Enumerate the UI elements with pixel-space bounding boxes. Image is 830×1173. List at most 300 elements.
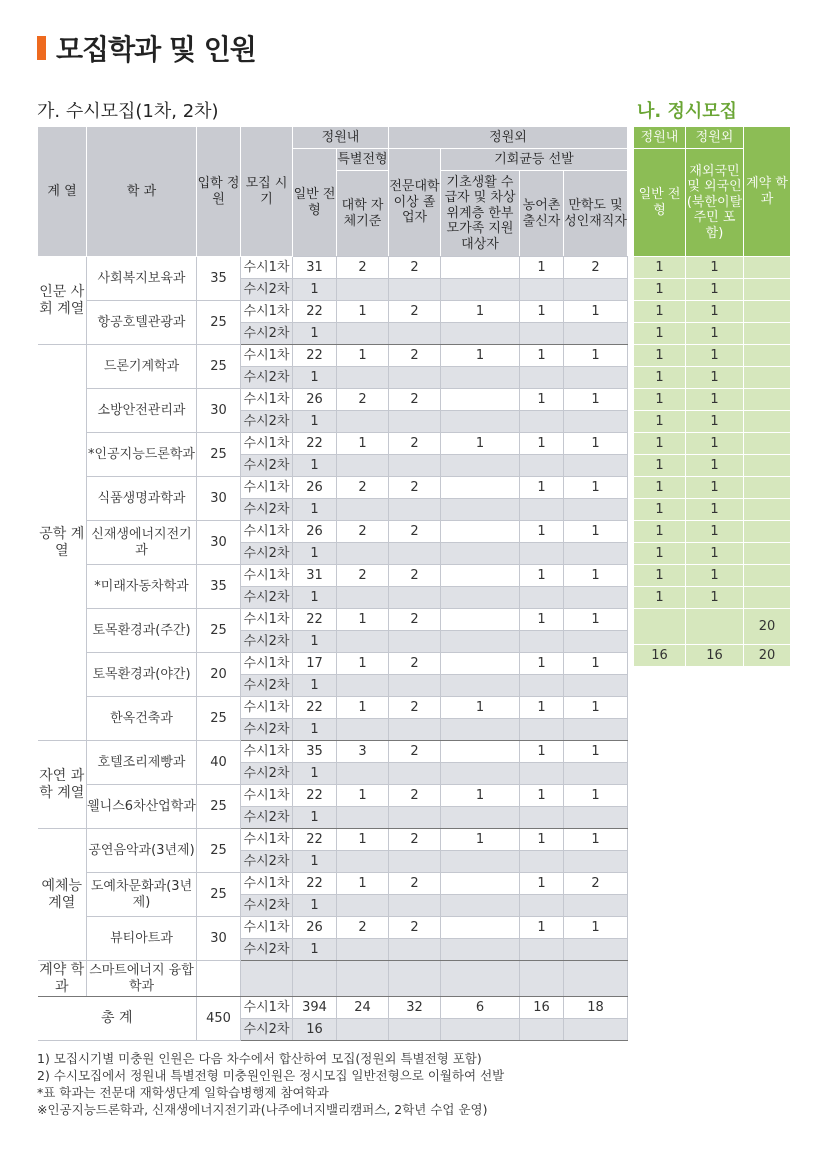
b-value-cell: 1 — [686, 301, 744, 323]
b-value-cell — [744, 565, 791, 587]
footnote: 1) 모집시기별 미충원 인원은 다음 차수에서 합산하여 모집(정원외 특별전형 포함) — [37, 1051, 482, 1066]
value-cell: 1 — [293, 719, 337, 741]
capacity-cell: 35 — [197, 257, 241, 301]
value-cell: 2 — [389, 565, 441, 587]
b-total-value: 20 — [744, 645, 791, 667]
value-cell: 1 — [293, 851, 337, 873]
value-cell — [564, 961, 628, 997]
header-balanced: 기회균등 선발 — [441, 149, 628, 171]
value-cell: 1 — [337, 653, 389, 675]
footnotes — [37, 1050, 504, 1118]
table-row — [38, 301, 628, 323]
value-cell: 1 — [520, 653, 564, 675]
round-label: 수시2차 — [241, 763, 293, 785]
value-cell: 1 — [337, 433, 389, 455]
value-cell: 2 — [389, 345, 441, 367]
b-value-cell — [744, 367, 791, 389]
capacity-cell: 25 — [197, 785, 241, 829]
value-cell — [564, 587, 628, 609]
round-label: 수시1차 — [241, 477, 293, 499]
value-cell: 2 — [389, 477, 441, 499]
value-cell — [441, 653, 520, 675]
value-cell — [564, 367, 628, 389]
b-value-cell: 1 — [686, 367, 744, 389]
value-cell: 31 — [293, 257, 337, 279]
header-farm: 농어촌 출신자 — [520, 171, 564, 257]
round-label: 수시2차 — [241, 499, 293, 521]
value-cell: 2 — [389, 389, 441, 411]
b-header-general: 일반 전형 — [634, 149, 686, 257]
value-cell: 1 — [520, 609, 564, 631]
footnote: *표 학과는 전문대 재학생단계 일학습병행제 참여학과 — [37, 1085, 329, 1100]
value-cell — [337, 807, 389, 829]
b-value-cell — [744, 587, 791, 609]
value-cell — [441, 565, 520, 587]
value-cell: 1 — [337, 873, 389, 895]
dept-name: 신재생에너지전기과 — [87, 521, 197, 565]
value-cell: 22 — [293, 873, 337, 895]
b-value-cell: 1 — [686, 455, 744, 477]
value-cell — [564, 411, 628, 433]
capacity-cell: 25 — [197, 345, 241, 389]
b-header-inner: 정원내 — [634, 127, 686, 149]
round-label: 수시1차 — [241, 741, 293, 763]
value-cell: 1 — [564, 301, 628, 323]
value-cell — [564, 499, 628, 521]
value-cell — [337, 499, 389, 521]
value-cell — [520, 411, 564, 433]
value-cell: 2 — [389, 917, 441, 939]
value-cell — [389, 455, 441, 477]
header-special: 특별전형 — [337, 149, 389, 171]
dept-name: 토목환경과(야간) — [87, 653, 197, 697]
value-cell: 1 — [293, 895, 337, 917]
value-cell: 1 — [441, 829, 520, 851]
round-label: 수시2차 — [241, 367, 293, 389]
value-cell: 2 — [389, 609, 441, 631]
table-row — [38, 521, 628, 543]
value-cell: 1 — [564, 345, 628, 367]
total-capacity: 450 — [197, 997, 241, 1041]
capacity-cell: 30 — [197, 389, 241, 433]
b-total-value: 16 — [686, 645, 744, 667]
value-cell — [564, 939, 628, 961]
total-label: 총 계 — [38, 997, 197, 1041]
b-value-cell: 1 — [634, 323, 686, 345]
category-cell: 자연 과학 계열 — [38, 741, 87, 829]
round-label: 수시1차 — [241, 829, 293, 851]
value-cell — [520, 279, 564, 301]
value-cell: 2 — [337, 917, 389, 939]
dept-name: 스마트에너지 융합학과 — [87, 961, 197, 997]
value-cell: 1 — [520, 873, 564, 895]
value-cell: 1 — [564, 653, 628, 675]
value-cell — [441, 609, 520, 631]
value-cell: 26 — [293, 389, 337, 411]
round-label: 수시1차 — [241, 257, 293, 279]
capacity-cell: 30 — [197, 477, 241, 521]
value-cell: 22 — [293, 609, 337, 631]
value-cell — [441, 411, 520, 433]
b-value-cell — [744, 477, 791, 499]
round-label: 수시1차 — [241, 609, 293, 631]
header-period: 모집 시기 — [241, 127, 293, 257]
round-label: 수시1차 — [241, 565, 293, 587]
value-cell: 1 — [293, 763, 337, 785]
b-value-cell: 1 — [634, 565, 686, 587]
total-value: 24 — [337, 997, 389, 1019]
value-cell — [520, 763, 564, 785]
round-label: 수시1차 — [241, 873, 293, 895]
header-dept: 학 과 — [87, 127, 197, 257]
round-label: 수시1차 — [241, 389, 293, 411]
value-cell — [564, 719, 628, 741]
value-cell: 1 — [293, 323, 337, 345]
value-cell: 1 — [293, 587, 337, 609]
value-cell: 2 — [389, 257, 441, 279]
value-cell — [389, 411, 441, 433]
b-value-cell — [744, 455, 791, 477]
header-general: 일반 전형 — [293, 149, 337, 257]
value-cell — [389, 587, 441, 609]
value-cell: 2 — [389, 873, 441, 895]
total-value: 6 — [441, 997, 520, 1019]
footnote: ※인공지능드론학과, 신재생에너지전기과(나주에너지밸리캠퍼스, 2학년 수업 운영) — [37, 1102, 488, 1117]
value-cell — [441, 587, 520, 609]
value-cell — [337, 895, 389, 917]
category-cell: 계약 학과 — [38, 961, 87, 997]
value-cell: 2 — [389, 829, 441, 851]
header-outer: 정원외 — [389, 127, 628, 149]
value-cell — [441, 455, 520, 477]
b-total-value: 16 — [634, 645, 686, 667]
value-cell: 26 — [293, 521, 337, 543]
value-cell: 2 — [564, 257, 628, 279]
value-cell: 1 — [520, 257, 564, 279]
value-cell — [441, 895, 520, 917]
value-cell — [337, 279, 389, 301]
b-value-cell: 1 — [686, 323, 744, 345]
round-label: 수시2차 — [241, 895, 293, 917]
capacity-cell: 35 — [197, 565, 241, 609]
category-cell: 공학 계열 — [38, 345, 87, 741]
value-cell — [564, 279, 628, 301]
round-label: 수시2차 — [241, 587, 293, 609]
dept-name: 사회복지보육과 — [87, 257, 197, 301]
value-cell: 1 — [564, 741, 628, 763]
title-accent-bar — [37, 36, 46, 60]
capacity-cell: 25 — [197, 433, 241, 477]
b-value-cell: 1 — [634, 543, 686, 565]
value-cell — [293, 961, 337, 997]
value-cell — [564, 763, 628, 785]
header-adult: 만학도 및 성인재직자 — [564, 171, 628, 257]
value-cell — [441, 477, 520, 499]
value-cell — [441, 675, 520, 697]
round-label: 수시2차 — [241, 939, 293, 961]
value-cell — [389, 719, 441, 741]
total-value — [337, 1019, 389, 1041]
category-cell: 예체능 계열 — [38, 829, 87, 961]
value-cell — [337, 631, 389, 653]
dept-name: *미래자동차학과 — [87, 565, 197, 609]
round-label: 수시2차 — [241, 543, 293, 565]
value-cell: 1 — [337, 345, 389, 367]
round-label: 수시2차 — [241, 631, 293, 653]
value-cell — [441, 961, 520, 997]
b-value-cell — [744, 257, 791, 279]
table-row — [38, 873, 628, 895]
table-row — [38, 961, 628, 997]
value-cell: 1 — [564, 785, 628, 807]
table-row — [38, 345, 628, 367]
value-cell: 1 — [520, 697, 564, 719]
value-cell — [564, 455, 628, 477]
value-cell: 1 — [520, 917, 564, 939]
round-label: 수시1차 — [241, 653, 293, 675]
b-value-cell — [744, 411, 791, 433]
capacity-cell: 30 — [197, 917, 241, 961]
round-label: 수시2차 — [241, 807, 293, 829]
value-cell — [520, 895, 564, 917]
page-title: 모집학과 및 인원 — [56, 33, 256, 66]
table-row — [38, 389, 628, 411]
value-cell — [441, 763, 520, 785]
value-cell — [389, 279, 441, 301]
b-value-cell — [744, 499, 791, 521]
value-cell: 1 — [520, 433, 564, 455]
dept-name: 드론기계학과 — [87, 345, 197, 389]
dept-name: 뷰티아트과 — [87, 917, 197, 961]
value-cell — [389, 675, 441, 697]
value-cell: 2 — [389, 521, 441, 543]
value-cell: 1 — [520, 785, 564, 807]
value-cell: 2 — [337, 521, 389, 543]
value-cell: 2 — [389, 741, 441, 763]
value-cell: 1 — [520, 565, 564, 587]
value-cell: 1 — [337, 697, 389, 719]
value-cell — [337, 367, 389, 389]
capacity-cell — [197, 961, 241, 997]
value-cell: 1 — [520, 741, 564, 763]
value-cell — [389, 543, 441, 565]
b-value-cell — [744, 279, 791, 301]
value-cell: 1 — [441, 345, 520, 367]
value-cell: 22 — [293, 785, 337, 807]
table-row — [38, 829, 628, 851]
value-cell — [389, 631, 441, 653]
value-cell: 22 — [293, 345, 337, 367]
b-value-cell: 1 — [686, 389, 744, 411]
round-label: 수시2차 — [241, 279, 293, 301]
round-label: 수시2차 — [241, 455, 293, 477]
b-value-cell: 1 — [634, 345, 686, 367]
value-cell — [441, 851, 520, 873]
b-value-cell: 20 — [744, 609, 791, 645]
value-cell: 1 — [564, 917, 628, 939]
header-category: 계 열 — [38, 127, 87, 257]
table-row — [38, 257, 628, 279]
round-label: 수시1차 — [241, 917, 293, 939]
value-cell — [441, 741, 520, 763]
value-cell: 2 — [337, 477, 389, 499]
value-cell — [337, 455, 389, 477]
b-value-cell: 1 — [634, 279, 686, 301]
value-cell — [441, 279, 520, 301]
round-label: 수시1차 — [241, 521, 293, 543]
b-value-cell: 1 — [634, 499, 686, 521]
value-cell — [520, 455, 564, 477]
value-cell: 2 — [337, 389, 389, 411]
value-cell — [564, 851, 628, 873]
value-cell — [441, 917, 520, 939]
value-cell: 31 — [293, 565, 337, 587]
b-value-cell: 1 — [634, 477, 686, 499]
value-cell — [441, 367, 520, 389]
header-basic: 기초생활 수급자 및 차상위계층 한부모가족 지원대상자 — [441, 171, 520, 257]
value-cell — [337, 719, 389, 741]
value-cell — [441, 631, 520, 653]
round-label: 수시1차 — [241, 997, 293, 1019]
value-cell — [520, 543, 564, 565]
value-cell — [520, 323, 564, 345]
value-cell: 1 — [337, 829, 389, 851]
total-value: 394 — [293, 997, 337, 1019]
value-cell — [441, 257, 520, 279]
value-cell — [520, 851, 564, 873]
b-value-cell: 1 — [686, 587, 744, 609]
round-label: 수시1차 — [241, 301, 293, 323]
b-header-overseas: 재외국민 및 외국인 (북한이탈 주민 포함) — [686, 149, 744, 257]
b-value-cell: 1 — [634, 455, 686, 477]
b-value-cell: 1 — [634, 433, 686, 455]
b-header-outer: 정원외 — [686, 127, 744, 149]
dept-name: 도예차문화과(3년제) — [87, 873, 197, 917]
round-label: 수시2차 — [241, 675, 293, 697]
value-cell — [520, 587, 564, 609]
value-cell: 1 — [520, 301, 564, 323]
dept-name: 웰니스6차산업학과 — [87, 785, 197, 829]
value-cell: 22 — [293, 301, 337, 323]
dept-name: 식품생명과학과 — [87, 477, 197, 521]
value-cell — [564, 807, 628, 829]
value-cell — [337, 939, 389, 961]
value-cell: 1 — [564, 433, 628, 455]
total-value — [520, 1019, 564, 1041]
round-label: 수시2차 — [241, 411, 293, 433]
value-cell — [389, 895, 441, 917]
capacity-cell: 40 — [197, 741, 241, 785]
round-label: 수시2차 — [241, 323, 293, 345]
total-value: 18 — [564, 997, 628, 1019]
value-cell — [441, 939, 520, 961]
value-cell: 2 — [337, 257, 389, 279]
total-value — [564, 1019, 628, 1041]
dept-name: 한옥건축과 — [87, 697, 197, 741]
b-value-cell: 1 — [634, 389, 686, 411]
value-cell — [389, 807, 441, 829]
value-cell — [441, 719, 520, 741]
b-value-cell: 1 — [634, 301, 686, 323]
value-cell: 1 — [564, 697, 628, 719]
value-cell — [441, 873, 520, 895]
value-cell: 1 — [520, 829, 564, 851]
b-value-cell: 1 — [686, 433, 744, 455]
value-cell — [389, 499, 441, 521]
round-label: 수시1차 — [241, 433, 293, 455]
value-cell: 1 — [441, 433, 520, 455]
value-cell — [564, 895, 628, 917]
table-row — [38, 477, 628, 499]
header-inner: 정원내 — [293, 127, 389, 149]
table-row — [38, 609, 628, 631]
b-value-cell: 1 — [686, 477, 744, 499]
b-value-cell: 1 — [634, 257, 686, 279]
b-value-cell — [744, 389, 791, 411]
value-cell: 1 — [293, 675, 337, 697]
table-row — [38, 697, 628, 719]
b-header-contract: 계약 학과 — [744, 127, 791, 257]
value-cell — [389, 763, 441, 785]
b-value-cell: 1 — [634, 521, 686, 543]
capacity-cell: 20 — [197, 653, 241, 697]
header-college: 대학 자체기준 — [337, 171, 389, 257]
value-cell: 1 — [564, 521, 628, 543]
dept-name: 소방안전관리과 — [87, 389, 197, 433]
total-value: 16 — [520, 997, 564, 1019]
value-cell: 22 — [293, 829, 337, 851]
b-value-cell: 1 — [634, 367, 686, 389]
early-admission-table — [37, 126, 628, 1041]
regular-admission-table — [633, 126, 791, 667]
value-cell: 2 — [389, 697, 441, 719]
value-cell: 1 — [293, 543, 337, 565]
total-value — [441, 1019, 520, 1041]
capacity-cell: 25 — [197, 301, 241, 345]
value-cell — [389, 961, 441, 997]
value-cell — [441, 499, 520, 521]
value-cell — [520, 367, 564, 389]
value-cell: 1 — [293, 367, 337, 389]
value-cell: 2 — [337, 565, 389, 587]
value-cell: 1 — [293, 499, 337, 521]
b-value-cell: 1 — [686, 411, 744, 433]
value-cell: 22 — [293, 433, 337, 455]
value-cell — [337, 675, 389, 697]
value-cell: 1 — [293, 411, 337, 433]
value-cell — [520, 675, 564, 697]
b-value-cell: 1 — [686, 499, 744, 521]
value-cell: 1 — [293, 807, 337, 829]
total-value: 16 — [293, 1019, 337, 1041]
value-cell — [441, 521, 520, 543]
value-cell: 1 — [337, 609, 389, 631]
value-cell: 1 — [520, 389, 564, 411]
b-value-cell: 1 — [686, 257, 744, 279]
round-label: 수시2차 — [241, 851, 293, 873]
value-cell: 1 — [293, 279, 337, 301]
b-value-cell: 1 — [686, 521, 744, 543]
value-cell: 2 — [564, 873, 628, 895]
value-cell: 1 — [293, 631, 337, 653]
capacity-cell: 25 — [197, 873, 241, 917]
value-cell: 1 — [520, 521, 564, 543]
value-cell — [337, 763, 389, 785]
value-cell — [520, 807, 564, 829]
value-cell: 1 — [441, 785, 520, 807]
table-row — [38, 917, 628, 939]
value-cell: 2 — [389, 301, 441, 323]
